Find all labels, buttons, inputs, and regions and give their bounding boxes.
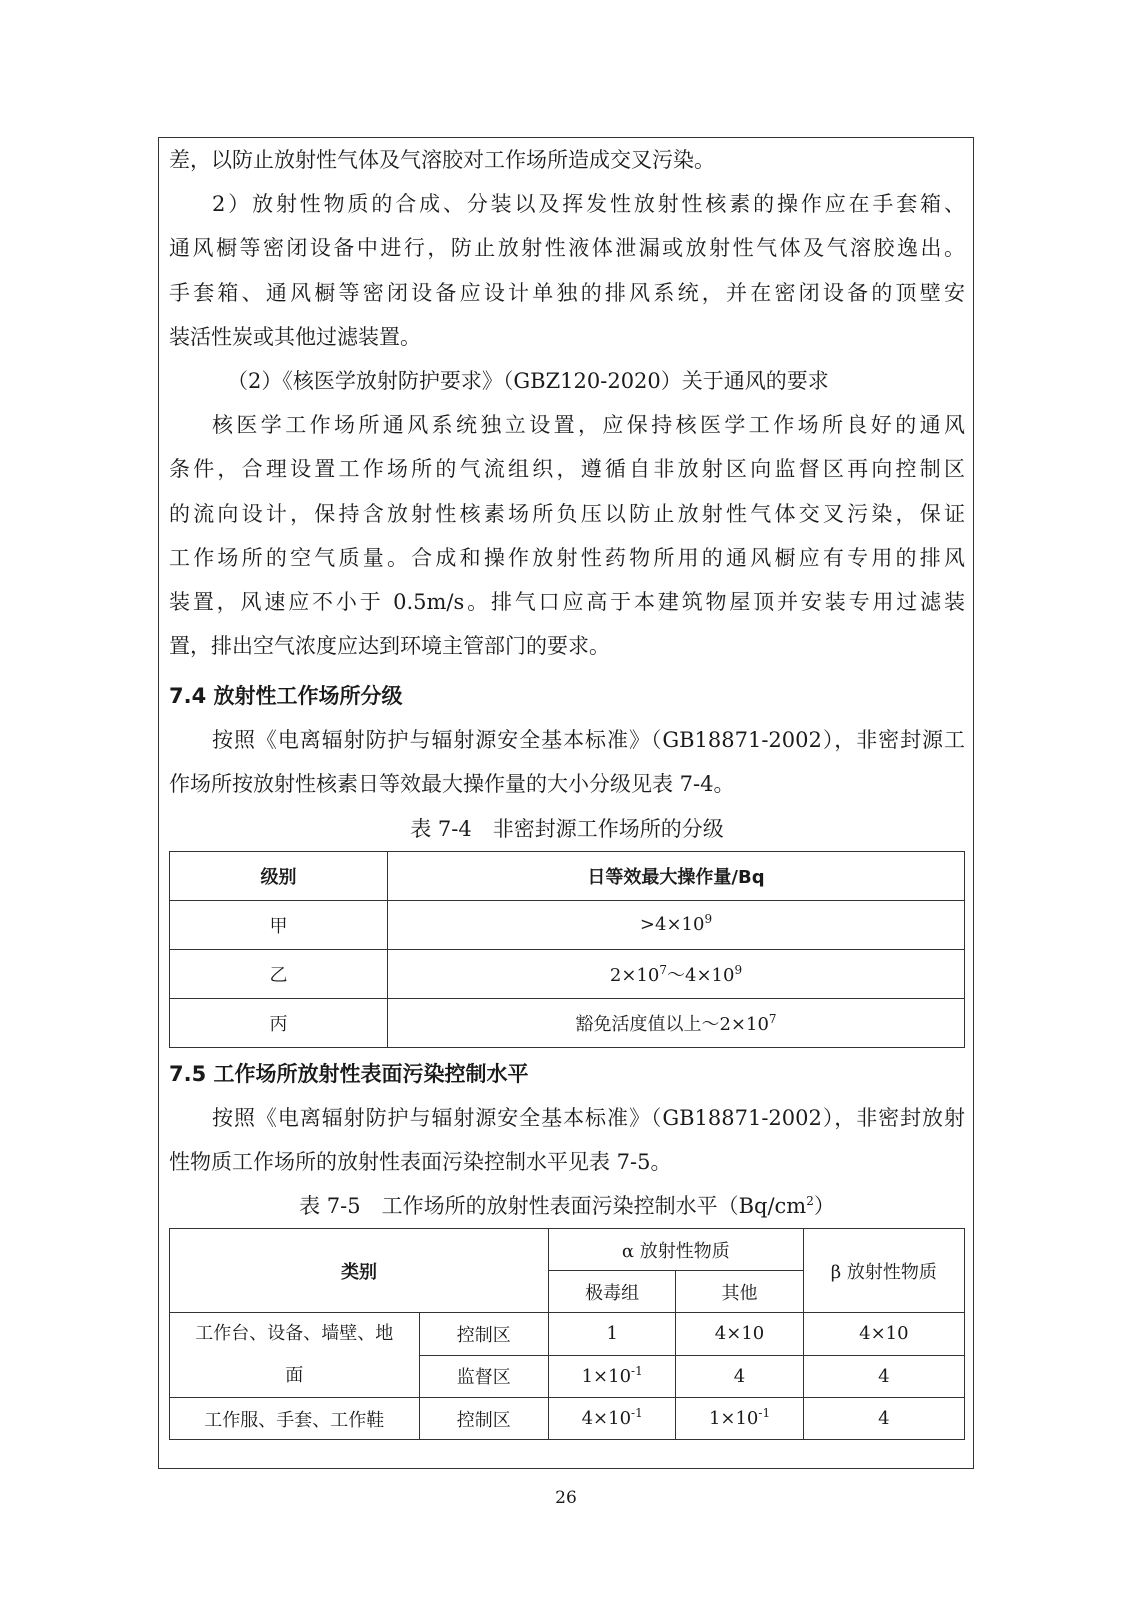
value-cell: $4\times 10^{-1}$ [548, 1398, 675, 1440]
page-number: 26 [555, 1488, 577, 1508]
value-cell: 4 [676, 1355, 803, 1398]
paragraph-line: 按照《电离辐射防护与辐射源安全基本标准》（GB18871-2002），非密封放射 [212, 1105, 965, 1130]
paragraph-line: 性物质工作场所的放射性表面污染控制水平见表 7-5。 [169, 1149, 672, 1174]
zone-cell: 控制区 [419, 1398, 548, 1440]
page-content [169, 138, 965, 1440]
table-header-cell: 级别 [170, 851, 388, 900]
level-cell: 甲 [170, 900, 388, 949]
table-7-4-caption: 表 7-4 非密封源工作场所的分级 [410, 816, 724, 841]
paragraph-line: 装活性炭或其他过滤装置。 [169, 324, 421, 349]
paragraph-line: 装置，风速应不小于 0.5m/s。排气口应高于本建筑物屋顶并安装专用过滤装 [169, 589, 965, 614]
value-cell: $1\times 10^{-1}$ [676, 1398, 803, 1440]
other-header: 其他 [676, 1271, 803, 1313]
table-header-cell: 日等效最大操作量/Bq [388, 851, 965, 900]
paragraph-line: 的流向设计，保持含放射性核素场所负压以防止放射性气体交叉污染，保证 [169, 501, 965, 526]
paragraph-line: 条件，合理设置工作场所的气流组织，遵循自非放射区向监督区再向控制区 [169, 457, 965, 482]
group-cell: 工作台、设备、墙壁、地 面 [170, 1313, 420, 1398]
beta-header: β 放射性物质 [803, 1229, 964, 1313]
paragraph-line: 核医学工作场所通风系统独立设置，应保持核医学工作场所良好的通风 [212, 413, 965, 438]
value-cell: 豁免活度值以上$\sim 2\times 10^7$ [388, 998, 965, 1047]
table-header-row [170, 1229, 965, 1271]
paragraph-line: 通风橱等密闭设备中进行，防止放射性液体泄漏或放射性气体及气溶胶逸出。 [169, 236, 965, 261]
zone-cell: 监督区 [419, 1355, 548, 1398]
table-7-4 [169, 851, 965, 1048]
value-cell: 1 [548, 1313, 675, 1356]
table-row [170, 998, 965, 1047]
table-row [170, 1398, 965, 1440]
table-header-row [170, 851, 965, 900]
value-cell: $1\times 10^{-1}$ [548, 1355, 675, 1398]
level-cell: 丙 [170, 998, 388, 1047]
page-frame [158, 137, 974, 1469]
alpha-header: α 放射性物质 [548, 1229, 803, 1271]
value-cell: 4 [803, 1355, 964, 1398]
value-cell: 4 [803, 1398, 964, 1440]
value-cell: $2\times 10^7\sim 4\times 10^9$ [388, 949, 965, 998]
table-row [170, 949, 965, 998]
section-heading-7-5: 7.5 工作场所放射性表面污染控制水平 [169, 1061, 529, 1086]
level-cell: 乙 [170, 949, 388, 998]
table-row [170, 1313, 965, 1356]
value-cell: 4×10 [676, 1313, 803, 1356]
table-7-5-caption: 表 7-5 工作场所的放射性表面污染控制水平$(Bq/cm^2)$ [299, 1194, 835, 1218]
section-heading-7-4: 7.4 放射性工作场所分级 [169, 684, 403, 709]
value-cell: 4×10 [803, 1313, 964, 1356]
paragraph-line: 手套箱、通风橱等密闭设备应设计单独的排风系统，并在密闭设备的顶壁安 [169, 280, 965, 305]
paragraph-line: 2）放射性物质的合成、分装以及挥发性放射性核素的操作应在手套箱、 [212, 192, 965, 217]
paragraph-line: 差，以防止放射性气体及气溶胶对工作场所造成交叉污染。 [169, 148, 715, 172]
category-header: 类别 [170, 1229, 549, 1313]
toxic-header: 极毒组 [548, 1271, 675, 1313]
paragraph-line: 置，排出空气浓度应达到环境主管部门的要求。 [169, 634, 610, 659]
paragraph-line: （2）《核医学放射防护要求》（GBZ120-2020）关于通风的要求 [227, 368, 829, 393]
group-cell: 工作服、手套、工作鞋 [170, 1398, 420, 1440]
paragraph-line: 按照《电离辐射防护与辐射源安全基本标准》（GB18871-2002），非密封源工 [212, 728, 965, 753]
paragraph-line: 工作场所的空气质量。合成和操作放射性药物所用的通风橱应有专用的排风 [169, 545, 965, 570]
table-row [170, 900, 965, 949]
zone-cell: 控制区 [419, 1313, 548, 1356]
value-cell: $>4\times 10^9$ [388, 900, 965, 949]
table-7-5 [169, 1228, 965, 1440]
paragraph-line: 作场所按放射性核素日等效最大操作量的大小分级见表 7-4。 [169, 772, 735, 797]
